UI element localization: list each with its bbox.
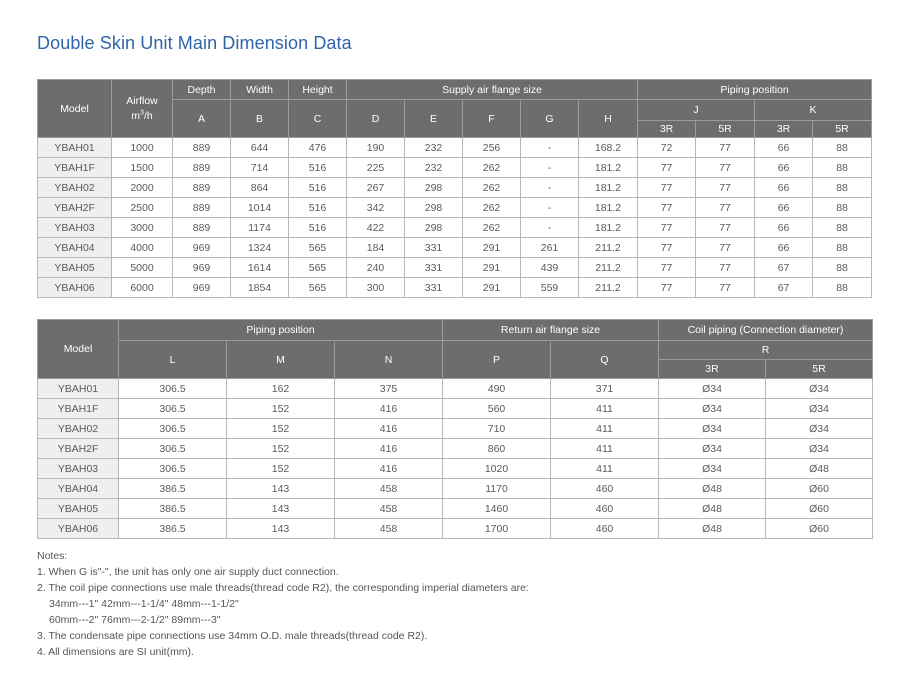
- table-cell: Ø34: [766, 419, 873, 439]
- table-row: [38, 379, 873, 399]
- table-cell: 66: [755, 178, 813, 198]
- table-row: [38, 138, 872, 158]
- model-cell: YBAH2F: [38, 198, 112, 218]
- table-cell: 88: [813, 138, 872, 158]
- table-cell: 460: [551, 499, 659, 519]
- header-r: R: [659, 341, 873, 360]
- table-cell: 1000: [112, 138, 173, 158]
- table-cell: 181.2: [579, 198, 638, 218]
- table-cell: -: [521, 138, 579, 158]
- table-cell: Ø34: [659, 439, 766, 459]
- table-cell: 516: [289, 198, 347, 218]
- header-supply-flange: Supply air flange size: [347, 80, 638, 100]
- model-cell: YBAH03: [38, 218, 112, 238]
- header-j-3r: 3R: [638, 121, 696, 138]
- table-cell: 181.2: [579, 158, 638, 178]
- table-cell: 72: [638, 138, 696, 158]
- header-piping-position: Piping position: [638, 80, 872, 100]
- table-cell: 291: [463, 238, 521, 258]
- table-cell: 77: [696, 138, 755, 158]
- table-cell: 476: [289, 138, 347, 158]
- header-n: N: [335, 341, 443, 379]
- model-cell: YBAH04: [38, 238, 112, 258]
- model-cell: YBAH05: [38, 258, 112, 278]
- table-cell: 889: [173, 198, 231, 218]
- table-cell: 298: [405, 218, 463, 238]
- table-cell: 232: [405, 138, 463, 158]
- table-cell: 411: [551, 419, 659, 439]
- table-cell: 261: [521, 238, 579, 258]
- supply-table-body: [38, 138, 872, 298]
- header-return-flange: Return air flange size: [443, 320, 659, 341]
- table-cell: 416: [335, 459, 443, 479]
- table-cell: 516: [289, 178, 347, 198]
- piping-table-body: [38, 379, 873, 539]
- header-airflow-unit-sup: 3: [140, 109, 144, 116]
- table-cell: 300: [347, 278, 405, 298]
- table-cell: 77: [696, 278, 755, 298]
- table-cell: 152: [227, 399, 335, 419]
- model-cell: YBAH05: [38, 499, 119, 519]
- table-cell: -: [521, 218, 579, 238]
- table-cell: 77: [638, 198, 696, 218]
- note-1: 1. When G is"-", the unit has only one air supply duct connection.: [37, 566, 339, 578]
- table-cell: Ø48: [659, 519, 766, 539]
- table-cell: 256: [463, 138, 521, 158]
- table-cell: 88: [813, 198, 872, 218]
- table-row: [38, 158, 872, 178]
- model-cell: YBAH02: [38, 419, 119, 439]
- table-cell: 458: [335, 479, 443, 499]
- supply-dimension-table: [37, 79, 872, 298]
- table-cell: 331: [405, 238, 463, 258]
- table-cell: 88: [813, 178, 872, 198]
- header-width: Width: [231, 80, 289, 100]
- table-cell: 371: [551, 379, 659, 399]
- header-airflow-label: Airflow: [126, 94, 158, 107]
- table-cell: 77: [696, 218, 755, 238]
- table-cell: 225: [347, 158, 405, 178]
- table-cell: 714: [231, 158, 289, 178]
- table-cell: 460: [551, 519, 659, 539]
- header-coil-piping: Coil piping (Connection diameter): [659, 320, 873, 341]
- table-cell: 181.2: [579, 178, 638, 198]
- table-cell: 1324: [231, 238, 289, 258]
- table-cell: 331: [405, 278, 463, 298]
- table-cell: 262: [463, 198, 521, 218]
- table-cell: 1020: [443, 459, 551, 479]
- table-cell: 969: [173, 278, 231, 298]
- header-a: A: [173, 100, 231, 138]
- table-cell: 644: [231, 138, 289, 158]
- table-cell: 143: [227, 499, 335, 519]
- model-cell: YBAH01: [38, 379, 119, 399]
- header-r-3r: 3R: [659, 360, 766, 379]
- table-cell: 559: [521, 278, 579, 298]
- model-cell: YBAH06: [38, 278, 112, 298]
- table-cell: Ø60: [766, 479, 873, 499]
- note-2-line-b: 60mm---2" 76mm---2-1/2" 89mm---3": [49, 614, 221, 626]
- table-cell: 88: [813, 258, 872, 278]
- table-row: [38, 419, 873, 439]
- table-cell: 565: [289, 258, 347, 278]
- header-b: B: [231, 100, 289, 138]
- table-cell: 77: [696, 178, 755, 198]
- table-cell: 6000: [112, 278, 173, 298]
- table-cell: 439: [521, 258, 579, 278]
- table-cell: 211.2: [579, 258, 638, 278]
- table-cell: 291: [463, 258, 521, 278]
- header-h: H: [579, 100, 638, 138]
- table-cell: 422: [347, 218, 405, 238]
- table-cell: 152: [227, 419, 335, 439]
- table-cell: Ø34: [659, 399, 766, 419]
- header-height: Height: [289, 80, 347, 100]
- table-cell: 267: [347, 178, 405, 198]
- table-cell: 386.5: [119, 479, 227, 499]
- table-cell: -: [521, 198, 579, 218]
- note-2: 2. The coil pipe connections use male threads(thread code R2), the corresponding imperial diameters are:: [37, 582, 529, 594]
- table-cell: 77: [696, 198, 755, 218]
- header-model-2: Model: [38, 320, 119, 379]
- header-depth: Depth: [173, 80, 231, 100]
- table-cell: -: [521, 158, 579, 178]
- table-row: [38, 278, 872, 298]
- table-row: [38, 238, 872, 258]
- table-cell: 291: [463, 278, 521, 298]
- table-row: [38, 198, 872, 218]
- table-cell: 66: [755, 218, 813, 238]
- table-cell: Ø60: [766, 519, 873, 539]
- table-cell: 77: [638, 218, 696, 238]
- table-cell: Ø34: [766, 399, 873, 419]
- table-cell: 262: [463, 178, 521, 198]
- model-cell: YBAH06: [38, 519, 119, 539]
- table-cell: 1700: [443, 519, 551, 539]
- table-cell: 1170: [443, 479, 551, 499]
- table-cell: 331: [405, 258, 463, 278]
- header-airflow-unit-tail: /h: [143, 109, 153, 122]
- table-row: [38, 519, 873, 539]
- header-k-3r: 3R: [755, 121, 813, 138]
- table-cell: 889: [173, 178, 231, 198]
- table-cell: 77: [696, 238, 755, 258]
- page-title: Double Skin Unit Main Dimension Data: [37, 33, 352, 53]
- header-airflow: [112, 80, 173, 138]
- header-c: C: [289, 100, 347, 138]
- header-model: Model: [38, 80, 112, 138]
- table-cell: 864: [231, 178, 289, 198]
- table-cell: 232: [405, 158, 463, 178]
- table-cell: 386.5: [119, 519, 227, 539]
- table-row: [38, 479, 873, 499]
- table-cell: 889: [173, 158, 231, 178]
- table-cell: Ø34: [766, 379, 873, 399]
- notes-heading: Notes:: [37, 550, 68, 562]
- piping-dimension-table: [37, 319, 873, 539]
- table-cell: 2500: [112, 198, 173, 218]
- table-cell: 1460: [443, 499, 551, 519]
- table-cell: 306.5: [119, 379, 227, 399]
- table-row: [38, 439, 873, 459]
- table-row: [38, 258, 872, 278]
- table-cell: -: [521, 178, 579, 198]
- table-row: [38, 459, 873, 479]
- table-cell: 67: [755, 278, 813, 298]
- table-cell: Ø34: [659, 459, 766, 479]
- table-cell: 889: [173, 218, 231, 238]
- table-cell: 416: [335, 399, 443, 419]
- table-cell: 969: [173, 238, 231, 258]
- table-cell: 88: [813, 238, 872, 258]
- header-e: E: [405, 100, 463, 138]
- table-cell: 458: [335, 499, 443, 519]
- model-cell: YBAH02: [38, 178, 112, 198]
- header-k-5r: 5R: [813, 121, 872, 138]
- table-cell: 77: [638, 258, 696, 278]
- table-cell: 66: [755, 138, 813, 158]
- table-cell: Ø34: [659, 419, 766, 439]
- table-cell: Ø48: [659, 479, 766, 499]
- table-cell: 1014: [231, 198, 289, 218]
- table-cell: 342: [347, 198, 405, 218]
- table-cell: 152: [227, 459, 335, 479]
- table-row: [38, 218, 872, 238]
- table-row: [38, 399, 873, 419]
- header-m: M: [227, 341, 335, 379]
- table-cell: 411: [551, 459, 659, 479]
- table-cell: 66: [755, 158, 813, 178]
- header-p: P: [443, 341, 551, 379]
- table-cell: 143: [227, 479, 335, 499]
- table-cell: 306.5: [119, 419, 227, 439]
- table-cell: 88: [813, 278, 872, 298]
- table-cell: 66: [755, 198, 813, 218]
- header-d: D: [347, 100, 405, 138]
- table-cell: 184: [347, 238, 405, 258]
- header-l: L: [119, 341, 227, 379]
- table-cell: 565: [289, 238, 347, 258]
- table-row: [38, 178, 872, 198]
- table-cell: 77: [638, 158, 696, 178]
- table-cell: 88: [813, 158, 872, 178]
- model-cell: YBAH1F: [38, 158, 112, 178]
- table-cell: 211.2: [579, 278, 638, 298]
- header-j: J: [638, 100, 755, 121]
- header-airflow-unit: m: [131, 109, 141, 122]
- table-cell: 306.5: [119, 459, 227, 479]
- header-g: G: [521, 100, 579, 138]
- table-cell: 3000: [112, 218, 173, 238]
- table-row: [38, 499, 873, 519]
- table-cell: 386.5: [119, 499, 227, 519]
- model-cell: YBAH01: [38, 138, 112, 158]
- table-cell: 240: [347, 258, 405, 278]
- table-cell: 162: [227, 379, 335, 399]
- notes-section: [37, 548, 877, 660]
- table-cell: 411: [551, 399, 659, 419]
- table-cell: 66: [755, 238, 813, 258]
- note-4: 4. All dimensions are SI unit(mm).: [37, 646, 194, 658]
- table-cell: Ø48: [659, 499, 766, 519]
- model-cell: YBAH1F: [38, 399, 119, 419]
- model-cell: YBAH2F: [38, 439, 119, 459]
- table-cell: 889: [173, 138, 231, 158]
- table-cell: 88: [813, 218, 872, 238]
- table-cell: 411: [551, 439, 659, 459]
- table-cell: 181.2: [579, 218, 638, 238]
- model-cell: YBAH04: [38, 479, 119, 499]
- table-cell: 77: [696, 258, 755, 278]
- table-cell: 298: [405, 178, 463, 198]
- table-cell: 565: [289, 278, 347, 298]
- table-cell: Ø34: [659, 379, 766, 399]
- table-cell: Ø48: [766, 459, 873, 479]
- table-cell: 1500: [112, 158, 173, 178]
- table-cell: 5000: [112, 258, 173, 278]
- table-cell: 306.5: [119, 399, 227, 419]
- table-cell: 416: [335, 439, 443, 459]
- table-cell: 560: [443, 399, 551, 419]
- table-cell: 4000: [112, 238, 173, 258]
- table-cell: 1854: [231, 278, 289, 298]
- header-j-5r: 5R: [696, 121, 755, 138]
- table-cell: 67: [755, 258, 813, 278]
- table-cell: 860: [443, 439, 551, 459]
- note-3: 3. The condensate pipe connections use 34mm O.D. male threads(thread code R2).: [37, 630, 428, 642]
- table-cell: Ø60: [766, 499, 873, 519]
- table-cell: 306.5: [119, 439, 227, 459]
- table-cell: 969: [173, 258, 231, 278]
- table-cell: 262: [463, 158, 521, 178]
- table-cell: 2000: [112, 178, 173, 198]
- model-cell: YBAH03: [38, 459, 119, 479]
- table-cell: 1174: [231, 218, 289, 238]
- table-cell: 460: [551, 479, 659, 499]
- table-cell: 190: [347, 138, 405, 158]
- header-f: F: [463, 100, 521, 138]
- table-cell: 168.2: [579, 138, 638, 158]
- table-cell: 490: [443, 379, 551, 399]
- table-cell: 77: [638, 278, 696, 298]
- header-piping-position-2: Piping position: [119, 320, 443, 341]
- table-cell: 211.2: [579, 238, 638, 258]
- table-cell: 516: [289, 158, 347, 178]
- header-r-5r: 5R: [766, 360, 873, 379]
- header-q: Q: [551, 341, 659, 379]
- table-cell: 458: [335, 519, 443, 539]
- table-cell: 416: [335, 419, 443, 439]
- table-cell: 1614: [231, 258, 289, 278]
- table-cell: Ø34: [766, 439, 873, 459]
- table-cell: 710: [443, 419, 551, 439]
- table-cell: 516: [289, 218, 347, 238]
- header-k: K: [755, 100, 872, 121]
- table-cell: 375: [335, 379, 443, 399]
- note-2-line-a: 34mm---1" 42mm---1-1/4" 48mm---1-1/2": [49, 598, 239, 610]
- table-cell: 77: [638, 238, 696, 258]
- table-cell: 298: [405, 198, 463, 218]
- table-cell: 152: [227, 439, 335, 459]
- table-cell: 143: [227, 519, 335, 539]
- table-cell: 77: [696, 158, 755, 178]
- table-cell: 77: [638, 178, 696, 198]
- table-cell: 262: [463, 218, 521, 238]
